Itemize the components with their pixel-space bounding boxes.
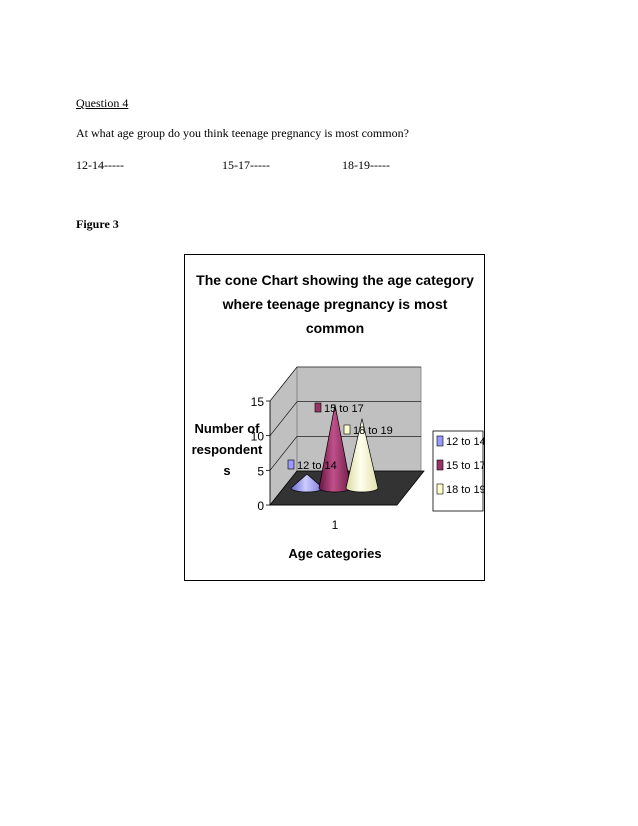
data-label-key (344, 425, 350, 434)
legend-label: 12 to 14 (446, 436, 484, 448)
legend-swatch (437, 436, 443, 446)
figure-label: Figure 3 (76, 217, 119, 231)
y-axis-label-line-1: Number of (194, 421, 260, 436)
y-tick-label: 10 (250, 429, 264, 444)
chart-title-line-3: common (305, 320, 365, 336)
y-tick-label: 0 (257, 499, 264, 513)
data-label-key (288, 460, 294, 469)
x-tick-label: 1 (331, 518, 339, 532)
data-label-key (315, 403, 321, 412)
legend-swatch (437, 460, 443, 470)
option-18-19: 18-19----- (342, 158, 390, 172)
y-tick-label: 5 (257, 464, 264, 479)
chart-container (184, 254, 485, 581)
y-tick-label: 15 (250, 395, 264, 409)
x-axis-label: Age categories (288, 546, 382, 561)
chart-legend (433, 431, 484, 511)
data-label: 12 to 14 (297, 460, 337, 472)
data-label: 15 to 17 (324, 403, 364, 415)
legend-swatch (437, 484, 443, 494)
y-axis-label-line-3: s (223, 463, 231, 478)
question-text: At what age group do you think teenage pregnancy is most common? (76, 126, 409, 140)
chart-title-line-1: The cone Chart showing the age category (196, 272, 474, 288)
cone-chart (185, 255, 484, 580)
legend-label: 18 to 19 (446, 484, 484, 496)
data-label: 18 to 19 (353, 425, 393, 437)
legend-label: 15 to 17 (446, 460, 484, 472)
chart-title-line-2: where teenage pregnancy is most (222, 296, 448, 312)
option-15-17: 15-17----- (222, 158, 270, 172)
y-axis-label-line-2: respondent (191, 442, 263, 457)
option-12-14: 12-14----- (76, 158, 124, 172)
question-heading: Question 4 (76, 96, 129, 110)
